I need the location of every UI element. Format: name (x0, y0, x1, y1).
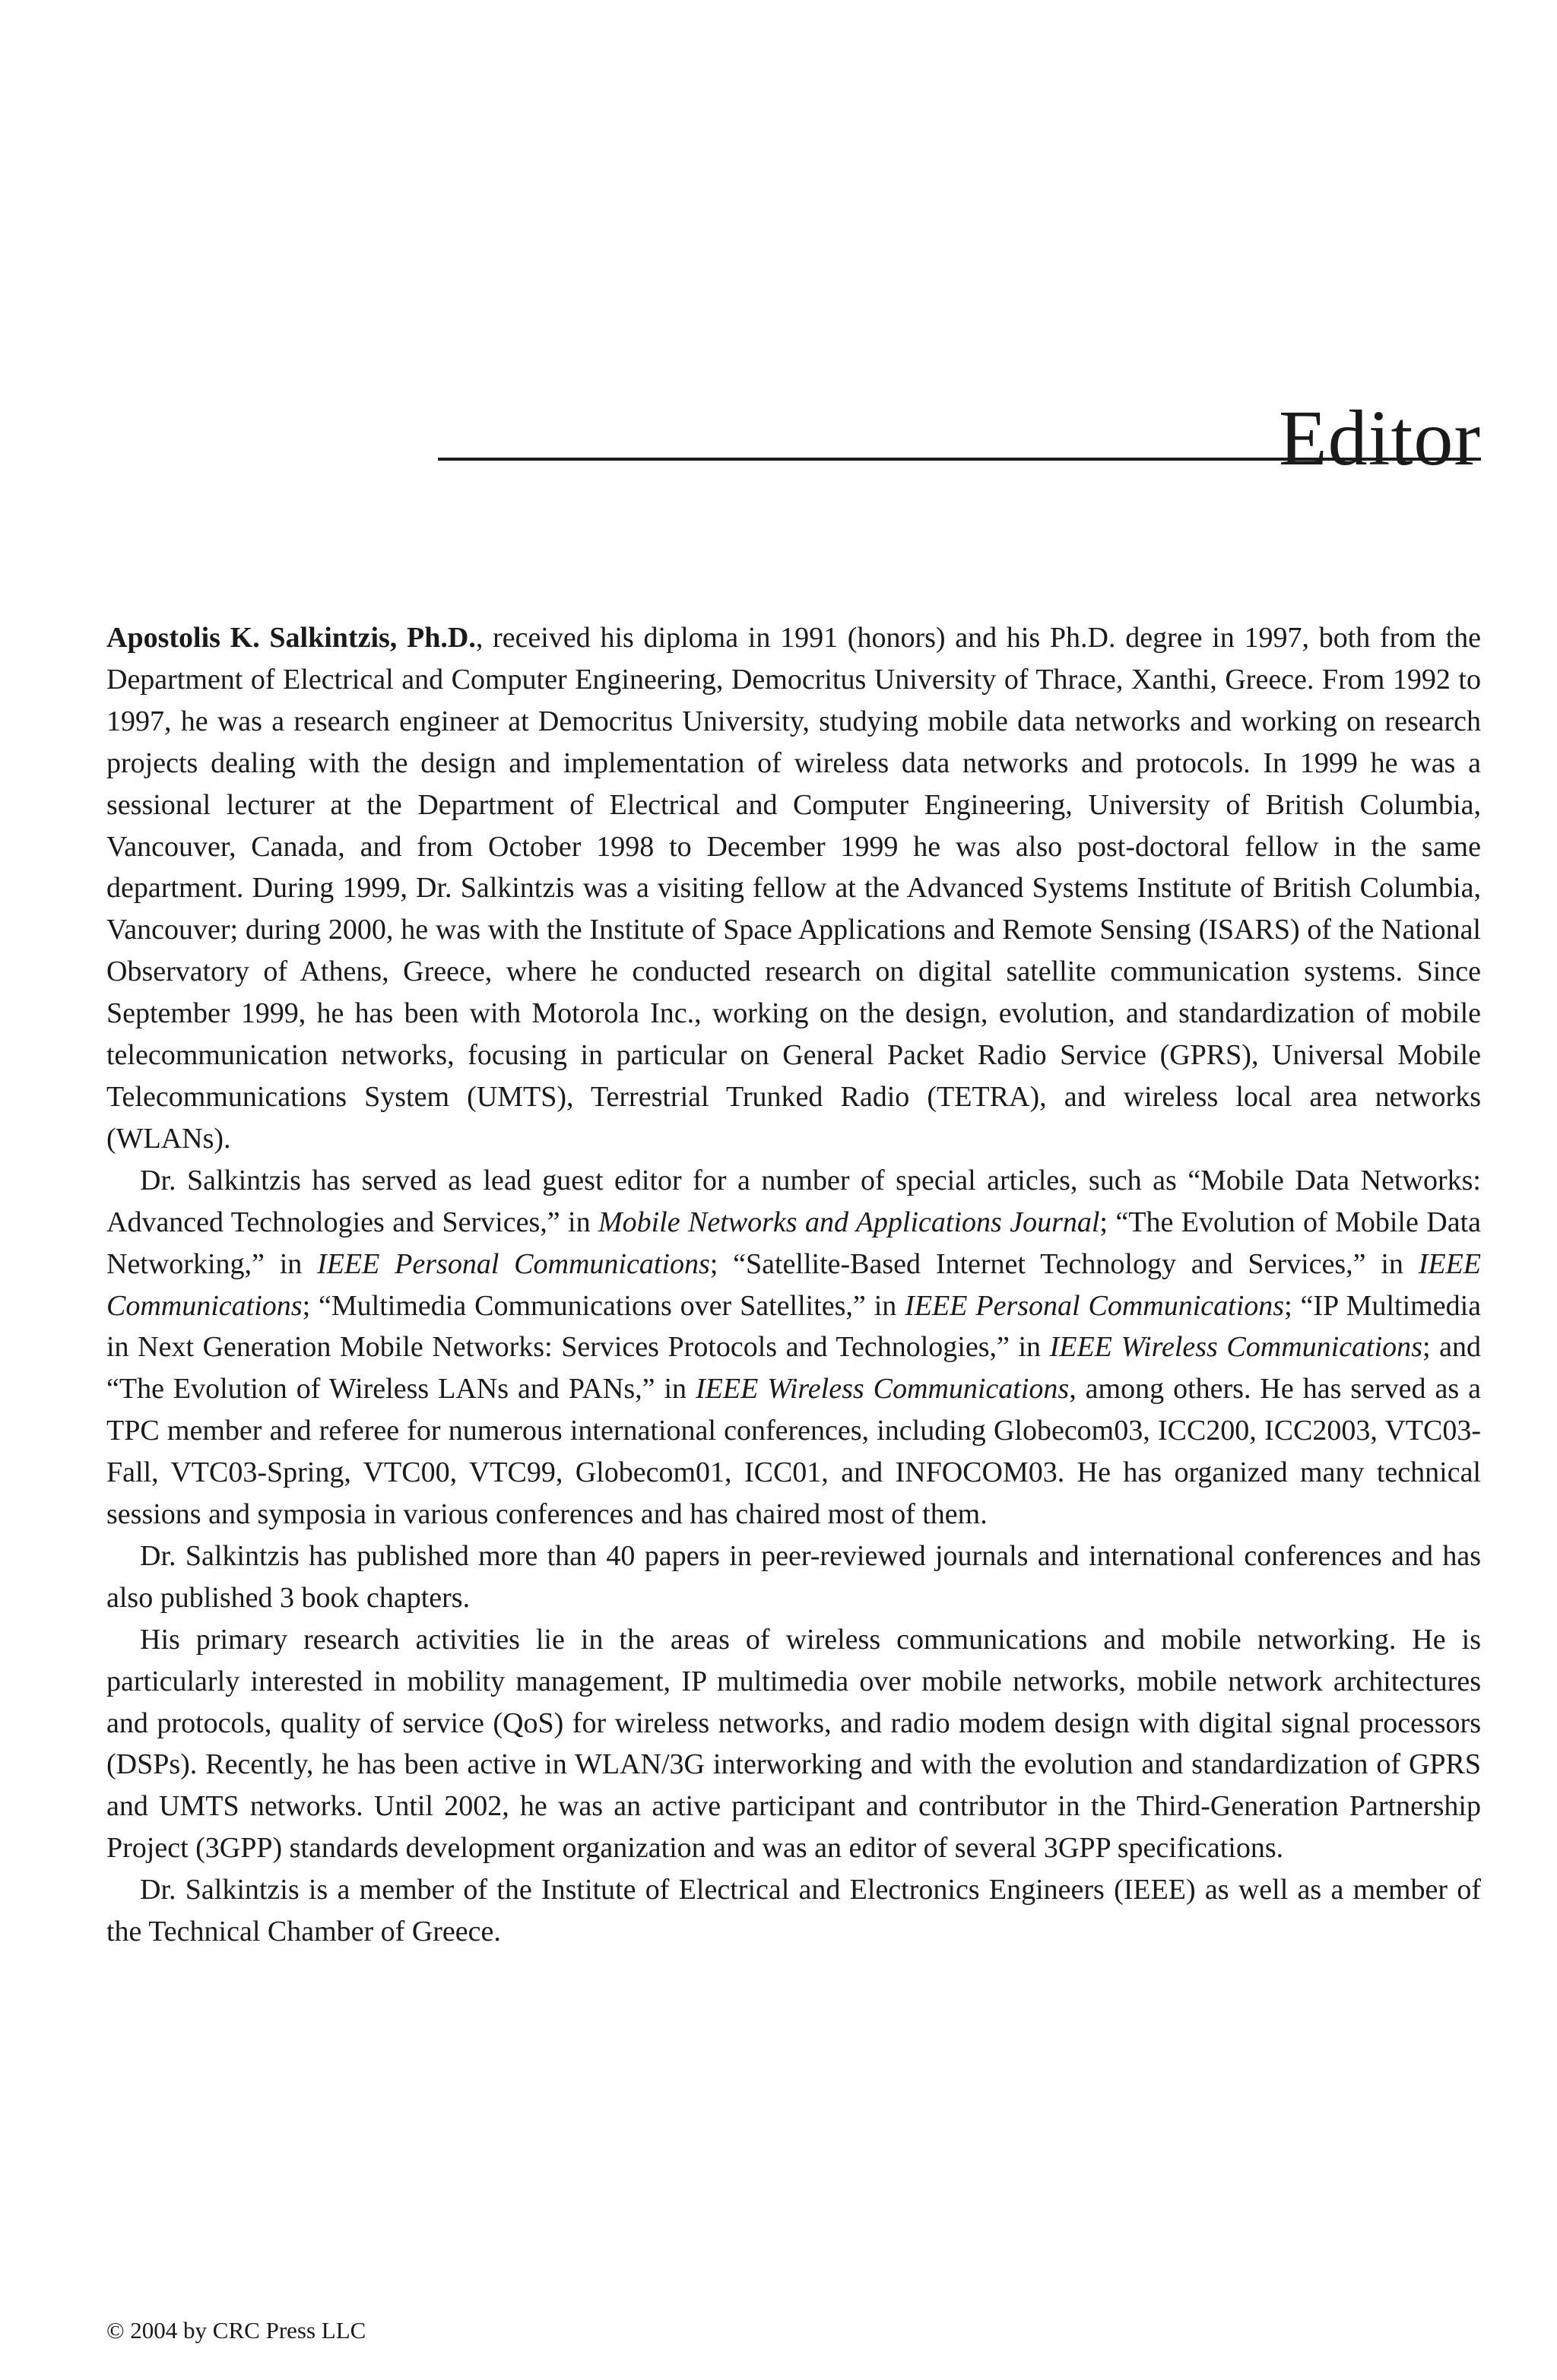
paragraph-editorial (106, 1160, 1481, 1535)
publication-title: IEEE Communications (106, 1247, 1482, 1322)
publication-title: Mobile Networks and Applications Journal (598, 1206, 1100, 1238)
paragraph-text: , among others. He has served as a TPC member and referee for numerous international conferences, including Globecom03, ICC200, ICC2003, VTC03-Fall, VTC03-Spring, VTC00, VTC99, Globecom01, ICC01, and INFOCOM03. He has organized many technical sessions and symposia in various conferences and has chaired most of them. (106, 1373, 1481, 1531)
copyright-footer: © 2004 by CRC Press LLC (106, 2317, 366, 2344)
publication-title: IEEE Wireless Communications (696, 1373, 1070, 1405)
paragraph-text: Dr. Salkintzis has served as lead guest editor for a number of special articles, such as “Mobile Data Networks: Advanced Technologies and Services,” in (106, 1164, 1481, 1238)
publication-title: IEEE Personal Communications (317, 1247, 710, 1280)
paragraph-publications: Dr. Salkintzis has published more than 40 papers in peer-reviewed journals and international conferences and has also published 3 book chapters. (106, 1539, 1481, 1614)
paragraph-text: ; “The Evolution of Mobile Data Networking,” in (106, 1206, 1481, 1280)
publication-title: IEEE Wireless Communications (1049, 1331, 1422, 1364)
author-name: Apostolis K. Salkintzis, Ph.D. (106, 622, 476, 654)
paragraph-text: , received his diploma in 1991 (honors) and his Ph.D. degree in 1997, both from the Department of Electrical and Computer Engineering, Democritus University of Thrace, Xanthi, Greece. From 1992 to 1997, he was a research engineer at Democritus University, studying mobile data networks and working on research projects dealing with the design and implementation of wireless data networks and protocols. In 1999 he was a sessional lecturer at the Department of Electrical and Computer Engineering, University of British Columbia, Vancouver, Canada, and from October 1998 to December 1999 he was also post-doctoral fellow in the same department. During 1999, Dr. Salkintzis was a visiting fellow at the Advanced Systems Institute of British Columbia, Vancouver; during 2000, he was with the Institute of Space Applications and Remote Sensing (ISARS) of the National Observatory of Athens, Greece, where he conducted research on digital satellite communication systems. Since September 1999, he has been with Motorola Inc., working on the design, evolution, and standardization of mobile telecommunication networks, focusing in particular on General Packet Radio Service (GPRS), Universal Mobile Telecommunications System (UMTS), Terrestrial Trunked Radio (TETRA), and wireless local area networks (WLANs). (106, 622, 1481, 1155)
publication-title: IEEE Personal Communications (905, 1289, 1285, 1322)
page-title: Editor (1279, 394, 1481, 482)
paragraph-research: His primary research activities lie in the areas of wireless communications and mobile networking. He is particularly interested in mobility management, IP multimedia over mobile networks, mobile network architectures and protocols, quality of service (QoS) for wireless networks, and radio modem design with digital signal processors (DSPs). Recently, he has been active in WLAN/3G interworking and with the evolution and standardization of GPRS and UMTS networks. Until 2002, he was an active participant and contributor in the Third-Generation Partnership Project (3GPP) standards development organization and was an editor of several 3GPP specifications. (106, 1623, 1481, 1865)
title-divider (438, 458, 1481, 461)
body-text (106, 617, 1481, 1953)
paragraph-text: ; “Multimedia Communications over Satellites,” in (302, 1289, 905, 1322)
paragraph-bio (106, 617, 1481, 1160)
paragraph-text: ; and “The Evolution of Wireless LANs and PANs,” in (106, 1331, 1481, 1405)
paragraph-membership: Dr. Salkintzis is a member of the Institute of Electrical and Electronics Engineers (IEEE) as well as a member of the Technical Chamber of Greece. (106, 1874, 1481, 1948)
paragraph-text: ; “Satellite-Based Internet Technology and Services,” in (709, 1247, 1419, 1280)
paragraph-text: ; “IP Multimedia in Next Generation Mobile Networks: Services Protocols and Technologies,” in (106, 1289, 1481, 1364)
